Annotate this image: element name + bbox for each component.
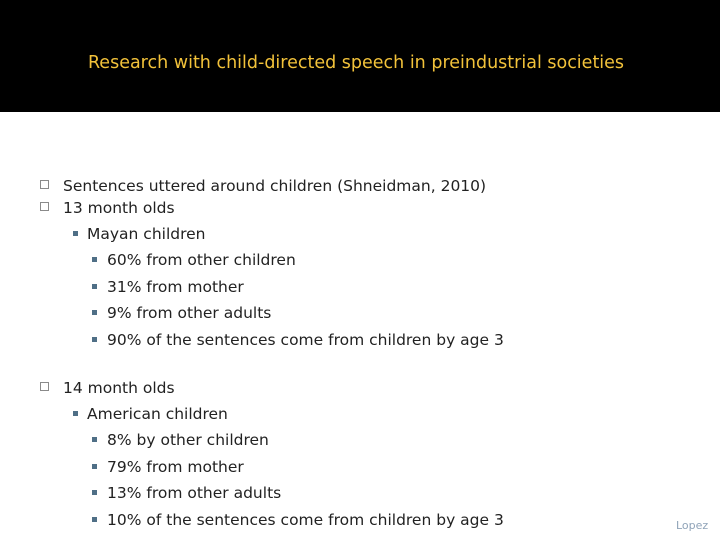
slide-title: Research with child-directed speech in preindustrial societies [87,53,625,73]
bullet-item-10-percent [107,509,504,531]
filled-square-bullet-icon [92,337,97,342]
filled-square-bullet-icon [92,257,97,262]
filled-square-bullet-icon [92,490,97,495]
bullet-text: 13% from other adults [107,484,282,502]
bullet-item-13-month-olds [63,197,175,219]
bullet-text: 60% from other children [107,251,296,269]
bullet-item-79-percent [107,456,244,478]
bullet-item-13-percent [107,482,281,504]
bullet-text: 14 month olds [63,379,175,397]
bullet-text: American children [87,405,228,423]
filled-square-bullet-icon [92,310,97,315]
bullet-text: 13 month olds [63,199,175,217]
bullet-item-8-percent [107,429,269,451]
filled-square-bullet-icon [73,231,78,236]
square-bullet-icon [40,202,49,211]
filled-square-bullet-icon [92,284,97,289]
bullet-text: 9% from other adults [107,304,272,322]
filled-square-bullet-icon [73,411,78,416]
bullet-text: 31% from mother [107,278,244,296]
square-bullet-icon [40,180,49,189]
bullet-item-mayan-children [87,223,205,245]
bullet-text: Sentences uttered around children (Shneidman, 2010) [63,177,487,195]
bullet-text: Mayan children [87,225,206,243]
filled-square-bullet-icon [92,464,97,469]
bullet-item-14-month-olds [63,377,175,399]
bullet-text: 8% by other children [107,431,269,449]
bullet-text: 90% of the sentences come from children by age 3 [107,331,504,349]
bullet-text: 10% of the sentences come from children by age 3 [107,511,504,529]
bullet-item-31-percent [107,276,244,298]
bullet-item-american-children [87,403,228,425]
filled-square-bullet-icon [92,517,97,522]
bullet-item-sentences-uttered [63,175,486,197]
bullet-item-60-percent [107,249,296,271]
square-bullet-icon [40,382,49,391]
bullet-item-9-percent [107,302,271,324]
bullet-item-90-percent [107,329,504,351]
filled-square-bullet-icon [92,437,97,442]
footer-author: Lopez [676,519,709,532]
bullet-text: 79% from mother [107,458,244,476]
